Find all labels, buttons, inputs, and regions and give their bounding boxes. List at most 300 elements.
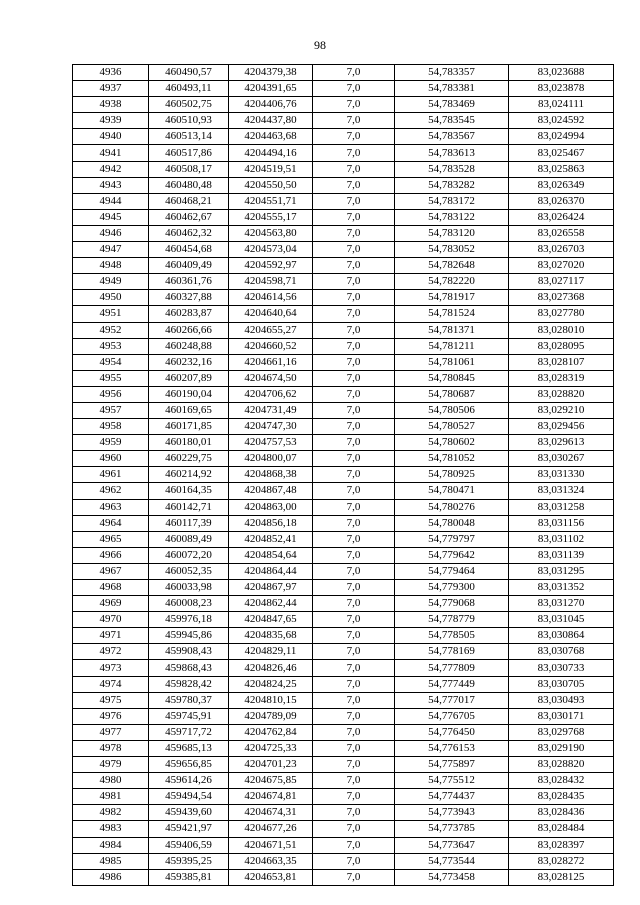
table-row — [73, 773, 614, 789]
value-cell: 7,0 — [313, 531, 395, 547]
y-coordinate-cell: 4204494,16 — [229, 145, 313, 161]
longitude-cell: 83,027020 — [509, 258, 614, 274]
latitude-cell: 54,773458 — [395, 869, 509, 885]
value-cell: 7,0 — [313, 419, 395, 435]
table-row — [73, 676, 614, 692]
longitude-cell: 83,031295 — [509, 563, 614, 579]
y-coordinate-cell: 4204674,50 — [229, 370, 313, 386]
point-number-cell: 4971 — [73, 628, 149, 644]
latitude-cell: 54,777017 — [395, 692, 509, 708]
longitude-cell: 83,023878 — [509, 81, 614, 97]
table-row — [73, 225, 614, 241]
y-coordinate-cell: 4204661,16 — [229, 354, 313, 370]
value-cell: 7,0 — [313, 853, 395, 869]
point-number-cell: 4983 — [73, 821, 149, 837]
y-coordinate-cell: 4204867,97 — [229, 580, 313, 596]
value-cell: 7,0 — [313, 322, 395, 338]
longitude-cell: 83,030493 — [509, 692, 614, 708]
point-number-cell: 4955 — [73, 370, 149, 386]
longitude-cell: 83,029190 — [509, 740, 614, 756]
longitude-cell: 83,025863 — [509, 161, 614, 177]
table-row — [73, 644, 614, 660]
longitude-cell: 83,030267 — [509, 451, 614, 467]
longitude-cell: 83,031156 — [509, 515, 614, 531]
value-cell: 7,0 — [313, 258, 395, 274]
x-coordinate-cell: 460493,11 — [149, 81, 229, 97]
point-number-cell: 4974 — [73, 676, 149, 692]
longitude-cell: 83,030733 — [509, 660, 614, 676]
x-coordinate-cell: 460468,21 — [149, 193, 229, 209]
value-cell: 7,0 — [313, 306, 395, 322]
latitude-cell: 54,775512 — [395, 773, 509, 789]
value-cell: 7,0 — [313, 177, 395, 193]
y-coordinate-cell: 4204789,09 — [229, 708, 313, 724]
latitude-cell: 54,778505 — [395, 628, 509, 644]
latitude-cell: 54,776153 — [395, 740, 509, 756]
value-cell: 7,0 — [313, 435, 395, 451]
value-cell: 7,0 — [313, 563, 395, 579]
value-cell: 7,0 — [313, 692, 395, 708]
table-row — [73, 708, 614, 724]
x-coordinate-cell: 459439,60 — [149, 805, 229, 821]
longitude-cell: 83,031324 — [509, 483, 614, 499]
table-row — [73, 596, 614, 612]
latitude-cell: 54,780602 — [395, 435, 509, 451]
latitude-cell: 54,780925 — [395, 467, 509, 483]
y-coordinate-cell: 4204701,23 — [229, 757, 313, 773]
longitude-cell: 83,029456 — [509, 419, 614, 435]
value-cell: 7,0 — [313, 821, 395, 837]
latitude-cell: 54,778169 — [395, 644, 509, 660]
x-coordinate-cell: 460142,71 — [149, 499, 229, 515]
value-cell: 7,0 — [313, 483, 395, 499]
longitude-cell: 83,025467 — [509, 145, 614, 161]
y-coordinate-cell: 4204555,17 — [229, 209, 313, 225]
longitude-cell: 83,029613 — [509, 435, 614, 451]
y-coordinate-cell: 4204757,53 — [229, 435, 313, 451]
value-cell: 7,0 — [313, 757, 395, 773]
coordinates-table — [72, 64, 614, 886]
y-coordinate-cell: 4204706,62 — [229, 386, 313, 402]
longitude-cell: 83,031258 — [509, 499, 614, 515]
table-row — [73, 757, 614, 773]
longitude-cell: 83,031270 — [509, 596, 614, 612]
longitude-cell: 83,029210 — [509, 402, 614, 418]
table-row — [73, 451, 614, 467]
x-coordinate-cell: 460266,66 — [149, 322, 229, 338]
point-number-cell: 4970 — [73, 612, 149, 628]
y-coordinate-cell: 4204829,11 — [229, 644, 313, 660]
latitude-cell: 54,777809 — [395, 660, 509, 676]
value-cell: 7,0 — [313, 676, 395, 692]
value-cell: 7,0 — [313, 805, 395, 821]
value-cell: 7,0 — [313, 386, 395, 402]
y-coordinate-cell: 4204854,64 — [229, 547, 313, 563]
table-row — [73, 370, 614, 386]
value-cell: 7,0 — [313, 515, 395, 531]
longitude-cell: 83,026349 — [509, 177, 614, 193]
y-coordinate-cell: 4204379,38 — [229, 65, 313, 81]
table-row — [73, 628, 614, 644]
x-coordinate-cell: 459656,85 — [149, 757, 229, 773]
longitude-cell: 83,028484 — [509, 821, 614, 837]
table-row — [73, 322, 614, 338]
y-coordinate-cell: 4204655,27 — [229, 322, 313, 338]
point-number-cell: 4986 — [73, 869, 149, 885]
table-row — [73, 580, 614, 596]
table-row — [73, 209, 614, 225]
latitude-cell: 54,773785 — [395, 821, 509, 837]
latitude-cell: 54,781061 — [395, 354, 509, 370]
value-cell: 7,0 — [313, 354, 395, 370]
latitude-cell: 54,783613 — [395, 145, 509, 161]
longitude-cell: 83,029768 — [509, 724, 614, 740]
table-row — [73, 177, 614, 193]
x-coordinate-cell: 460008,23 — [149, 596, 229, 612]
x-coordinate-cell: 459717,72 — [149, 724, 229, 740]
longitude-cell: 83,024994 — [509, 129, 614, 145]
point-number-cell: 4938 — [73, 97, 149, 113]
x-coordinate-cell: 460409,49 — [149, 258, 229, 274]
value-cell: 7,0 — [313, 402, 395, 418]
value-cell: 7,0 — [313, 65, 395, 81]
x-coordinate-cell: 459828,42 — [149, 676, 229, 692]
latitude-cell: 54,779797 — [395, 531, 509, 547]
latitude-cell: 54,778779 — [395, 612, 509, 628]
table-row — [73, 145, 614, 161]
value-cell: 7,0 — [313, 161, 395, 177]
value-cell: 7,0 — [313, 869, 395, 885]
point-number-cell: 4952 — [73, 322, 149, 338]
point-number-cell: 4944 — [73, 193, 149, 209]
latitude-cell: 54,774437 — [395, 789, 509, 805]
x-coordinate-cell: 459494,54 — [149, 789, 229, 805]
longitude-cell: 83,023688 — [509, 65, 614, 81]
longitude-cell: 83,028010 — [509, 322, 614, 338]
y-coordinate-cell: 4204856,18 — [229, 515, 313, 531]
x-coordinate-cell: 460462,32 — [149, 225, 229, 241]
latitude-cell: 54,780276 — [395, 499, 509, 515]
latitude-cell: 54,781917 — [395, 290, 509, 306]
value-cell: 7,0 — [313, 209, 395, 225]
y-coordinate-cell: 4204663,35 — [229, 853, 313, 869]
longitude-cell: 83,026703 — [509, 242, 614, 258]
table-row — [73, 402, 614, 418]
latitude-cell: 54,779300 — [395, 580, 509, 596]
point-number-cell: 4977 — [73, 724, 149, 740]
x-coordinate-cell: 460089,49 — [149, 531, 229, 547]
value-cell: 7,0 — [313, 596, 395, 612]
latitude-cell: 54,780506 — [395, 402, 509, 418]
latitude-cell: 54,775897 — [395, 757, 509, 773]
value-cell: 7,0 — [313, 628, 395, 644]
latitude-cell: 54,783567 — [395, 129, 509, 145]
table-row — [73, 129, 614, 145]
point-number-cell: 4940 — [73, 129, 149, 145]
value-cell: 7,0 — [313, 81, 395, 97]
table-row — [73, 531, 614, 547]
point-number-cell: 4953 — [73, 338, 149, 354]
longitude-cell: 83,028397 — [509, 837, 614, 853]
x-coordinate-cell: 460283,87 — [149, 306, 229, 322]
table-row — [73, 290, 614, 306]
x-coordinate-cell: 460510,93 — [149, 113, 229, 129]
point-number-cell: 4951 — [73, 306, 149, 322]
point-number-cell: 4964 — [73, 515, 149, 531]
point-number-cell: 4973 — [73, 660, 149, 676]
y-coordinate-cell: 4204810,15 — [229, 692, 313, 708]
point-number-cell: 4984 — [73, 837, 149, 853]
x-coordinate-cell: 460052,35 — [149, 563, 229, 579]
point-number-cell: 4978 — [73, 740, 149, 756]
y-coordinate-cell: 4204592,97 — [229, 258, 313, 274]
x-coordinate-cell: 460513,14 — [149, 129, 229, 145]
y-coordinate-cell: 4204747,30 — [229, 419, 313, 435]
value-cell: 7,0 — [313, 370, 395, 386]
latitude-cell: 54,781371 — [395, 322, 509, 338]
point-number-cell: 4966 — [73, 547, 149, 563]
x-coordinate-cell: 460072,20 — [149, 547, 229, 563]
point-number-cell: 4962 — [73, 483, 149, 499]
table-row — [73, 853, 614, 869]
longitude-cell: 83,027117 — [509, 274, 614, 290]
value-cell: 7,0 — [313, 145, 395, 161]
value-cell: 7,0 — [313, 290, 395, 306]
latitude-cell: 54,783381 — [395, 81, 509, 97]
point-number-cell: 4967 — [73, 563, 149, 579]
value-cell: 7,0 — [313, 242, 395, 258]
value-cell: 7,0 — [313, 644, 395, 660]
y-coordinate-cell: 4204731,49 — [229, 402, 313, 418]
point-number-cell: 4968 — [73, 580, 149, 596]
latitude-cell: 54,773943 — [395, 805, 509, 821]
point-number-cell: 4961 — [73, 467, 149, 483]
value-cell: 7,0 — [313, 837, 395, 853]
y-coordinate-cell: 4204674,81 — [229, 789, 313, 805]
x-coordinate-cell: 460502,75 — [149, 97, 229, 113]
latitude-cell: 54,781524 — [395, 306, 509, 322]
value-cell: 7,0 — [313, 499, 395, 515]
value-cell: 7,0 — [313, 789, 395, 805]
longitude-cell: 83,027368 — [509, 290, 614, 306]
table-row — [73, 692, 614, 708]
longitude-cell: 83,026558 — [509, 225, 614, 241]
table-row — [73, 660, 614, 676]
table-row — [73, 274, 614, 290]
y-coordinate-cell: 4204391,65 — [229, 81, 313, 97]
x-coordinate-cell: 460508,17 — [149, 161, 229, 177]
longitude-cell: 83,030705 — [509, 676, 614, 692]
point-number-cell: 4981 — [73, 789, 149, 805]
longitude-cell: 83,028432 — [509, 773, 614, 789]
x-coordinate-cell: 459406,59 — [149, 837, 229, 853]
table-row — [73, 161, 614, 177]
y-coordinate-cell: 4204406,76 — [229, 97, 313, 113]
value-cell: 7,0 — [313, 193, 395, 209]
y-coordinate-cell: 4204550,50 — [229, 177, 313, 193]
point-number-cell: 4939 — [73, 113, 149, 129]
y-coordinate-cell: 4204826,46 — [229, 660, 313, 676]
x-coordinate-cell: 459908,43 — [149, 644, 229, 660]
y-coordinate-cell: 4204674,31 — [229, 805, 313, 821]
point-number-cell: 4965 — [73, 531, 149, 547]
point-number-cell: 4943 — [73, 177, 149, 193]
latitude-cell: 54,779642 — [395, 547, 509, 563]
latitude-cell: 54,783120 — [395, 225, 509, 241]
latitude-cell: 54,783172 — [395, 193, 509, 209]
value-cell: 7,0 — [313, 773, 395, 789]
latitude-cell: 54,783545 — [395, 113, 509, 129]
longitude-cell: 83,031352 — [509, 580, 614, 596]
point-number-cell: 4937 — [73, 81, 149, 97]
point-number-cell: 4936 — [73, 65, 149, 81]
longitude-cell: 83,024592 — [509, 113, 614, 129]
x-coordinate-cell: 459976,18 — [149, 612, 229, 628]
x-coordinate-cell: 460180,01 — [149, 435, 229, 451]
table-row — [73, 306, 614, 322]
y-coordinate-cell: 4204847,65 — [229, 612, 313, 628]
latitude-cell: 54,782220 — [395, 274, 509, 290]
point-number-cell: 4980 — [73, 773, 149, 789]
table-row — [73, 547, 614, 563]
point-number-cell: 4963 — [73, 499, 149, 515]
longitude-cell: 83,030864 — [509, 628, 614, 644]
y-coordinate-cell: 4204563,80 — [229, 225, 313, 241]
value-cell: 7,0 — [313, 274, 395, 290]
value-cell: 7,0 — [313, 129, 395, 145]
table-row — [73, 612, 614, 628]
y-coordinate-cell: 4204519,51 — [229, 161, 313, 177]
latitude-cell: 54,776450 — [395, 724, 509, 740]
table-row — [73, 258, 614, 274]
longitude-cell: 83,028125 — [509, 869, 614, 885]
y-coordinate-cell: 4204824,25 — [229, 676, 313, 692]
table-row — [73, 386, 614, 402]
latitude-cell: 54,783282 — [395, 177, 509, 193]
value-cell: 7,0 — [313, 338, 395, 354]
x-coordinate-cell: 460033,98 — [149, 580, 229, 596]
y-coordinate-cell: 4204551,71 — [229, 193, 313, 209]
table-row — [73, 515, 614, 531]
y-coordinate-cell: 4204598,71 — [229, 274, 313, 290]
table-row — [73, 483, 614, 499]
point-number-cell: 4956 — [73, 386, 149, 402]
latitude-cell: 54,779068 — [395, 596, 509, 612]
latitude-cell: 54,777449 — [395, 676, 509, 692]
latitude-cell: 54,783357 — [395, 65, 509, 81]
x-coordinate-cell: 459685,13 — [149, 740, 229, 756]
table-row — [73, 338, 614, 354]
latitude-cell: 54,783528 — [395, 161, 509, 177]
table-row — [73, 740, 614, 756]
longitude-cell: 83,027780 — [509, 306, 614, 322]
value-cell: 7,0 — [313, 660, 395, 676]
table-row — [73, 97, 614, 113]
longitude-cell: 83,028436 — [509, 805, 614, 821]
latitude-cell: 54,776705 — [395, 708, 509, 724]
value-cell: 7,0 — [313, 708, 395, 724]
latitude-cell: 54,780687 — [395, 386, 509, 402]
value-cell: 7,0 — [313, 451, 395, 467]
longitude-cell: 83,028272 — [509, 853, 614, 869]
x-coordinate-cell: 460169,65 — [149, 402, 229, 418]
table-row — [73, 193, 614, 209]
latitude-cell: 54,780048 — [395, 515, 509, 531]
table-row — [73, 869, 614, 885]
y-coordinate-cell: 4204863,00 — [229, 499, 313, 515]
point-number-cell: 4941 — [73, 145, 149, 161]
point-number-cell: 4960 — [73, 451, 149, 467]
x-coordinate-cell: 460480,48 — [149, 177, 229, 193]
latitude-cell: 54,782648 — [395, 258, 509, 274]
value-cell: 7,0 — [313, 113, 395, 129]
y-coordinate-cell: 4204573,04 — [229, 242, 313, 258]
point-number-cell: 4969 — [73, 596, 149, 612]
y-coordinate-cell: 4204800,07 — [229, 451, 313, 467]
point-number-cell: 4946 — [73, 225, 149, 241]
x-coordinate-cell: 460190,04 — [149, 386, 229, 402]
point-number-cell: 4979 — [73, 757, 149, 773]
table-row — [73, 81, 614, 97]
table-row — [73, 789, 614, 805]
point-number-cell: 4950 — [73, 290, 149, 306]
x-coordinate-cell: 460462,67 — [149, 209, 229, 225]
y-coordinate-cell: 4204864,44 — [229, 563, 313, 579]
longitude-cell: 83,028107 — [509, 354, 614, 370]
longitude-cell: 83,031330 — [509, 467, 614, 483]
longitude-cell: 83,028820 — [509, 386, 614, 402]
y-coordinate-cell: 4204660,52 — [229, 338, 313, 354]
longitude-cell: 83,028095 — [509, 338, 614, 354]
latitude-cell: 54,783052 — [395, 242, 509, 258]
latitude-cell: 54,773647 — [395, 837, 509, 853]
coordinates-table-body — [73, 65, 614, 886]
point-number-cell: 4959 — [73, 435, 149, 451]
x-coordinate-cell: 459945,86 — [149, 628, 229, 644]
table-row — [73, 724, 614, 740]
point-number-cell: 4945 — [73, 209, 149, 225]
latitude-cell: 54,780845 — [395, 370, 509, 386]
value-cell: 7,0 — [313, 97, 395, 113]
point-number-cell: 4947 — [73, 242, 149, 258]
point-number-cell: 4972 — [73, 644, 149, 660]
y-coordinate-cell: 4204867,48 — [229, 483, 313, 499]
point-number-cell: 4982 — [73, 805, 149, 821]
x-coordinate-cell: 459614,26 — [149, 773, 229, 789]
longitude-cell: 83,028435 — [509, 789, 614, 805]
value-cell: 7,0 — [313, 724, 395, 740]
longitude-cell: 83,026370 — [509, 193, 614, 209]
x-coordinate-cell: 459421,97 — [149, 821, 229, 837]
point-number-cell: 4954 — [73, 354, 149, 370]
latitude-cell: 54,779464 — [395, 563, 509, 579]
y-coordinate-cell: 4204852,41 — [229, 531, 313, 547]
table-row — [73, 435, 614, 451]
x-coordinate-cell: 460490,57 — [149, 65, 229, 81]
longitude-cell: 83,031102 — [509, 531, 614, 547]
x-coordinate-cell: 460207,89 — [149, 370, 229, 386]
value-cell: 7,0 — [313, 612, 395, 628]
y-coordinate-cell: 4204862,44 — [229, 596, 313, 612]
y-coordinate-cell: 4204675,85 — [229, 773, 313, 789]
page-number: 98 — [314, 38, 326, 52]
value-cell: 7,0 — [313, 547, 395, 563]
point-number-cell: 4942 — [73, 161, 149, 177]
latitude-cell: 54,781211 — [395, 338, 509, 354]
y-coordinate-cell: 4204868,38 — [229, 467, 313, 483]
y-coordinate-cell: 4204762,84 — [229, 724, 313, 740]
x-coordinate-cell: 459395,25 — [149, 853, 229, 869]
